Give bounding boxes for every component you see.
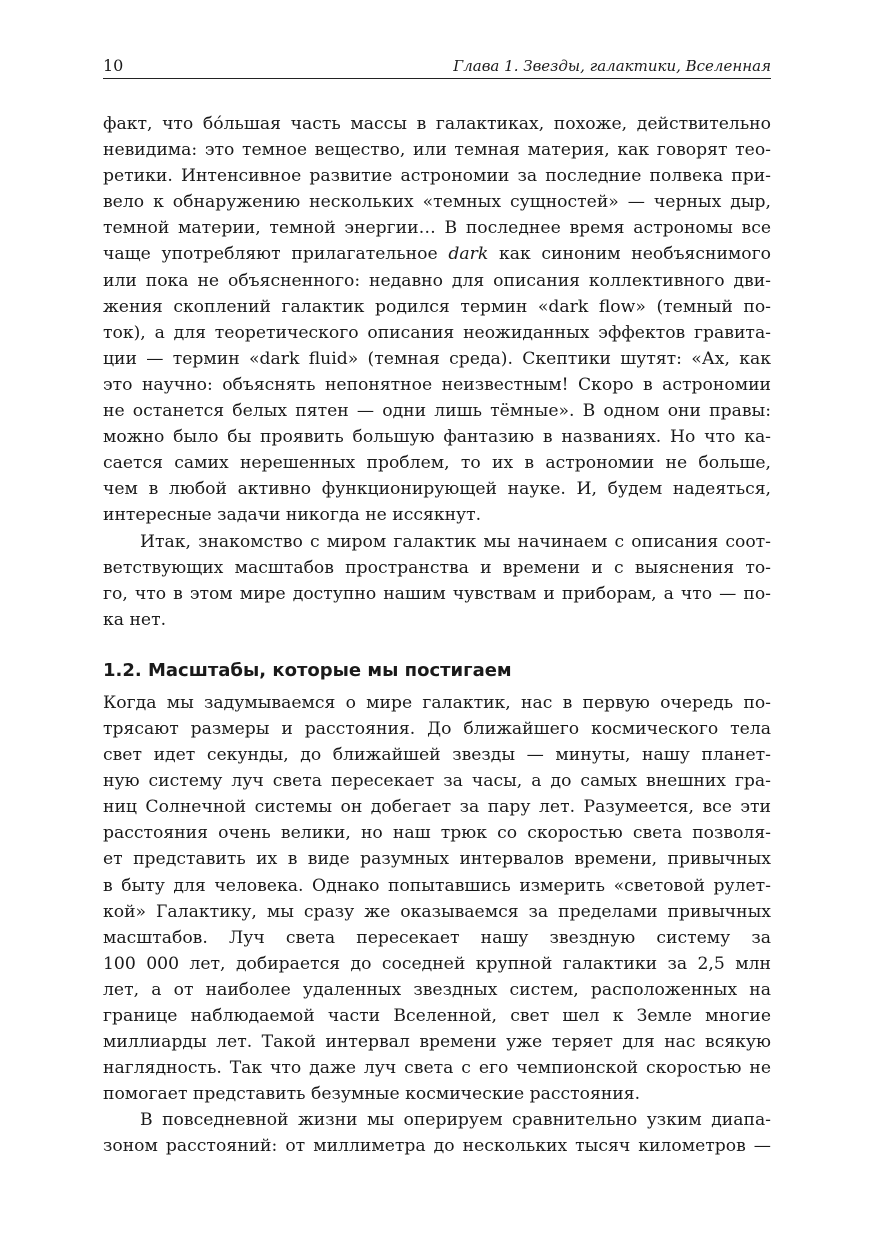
section-heading: 1.2. Масштабы, которые мы постигаем [103,659,512,681]
text-line: в быту для человека. Однако попытавшись измерить «световой рулет- [103,875,771,896]
text-line: Когда мы задумываемся о мире галактик, нас в первую очередь по- [103,692,771,713]
paragraph-everyday-distances [103,1107,771,1159]
text-line: помогает представить безумные космические расстояния. [103,1084,641,1105]
text-segment: как синоним необъяснимого [488,244,772,265]
text-line: не останется белых пятен — одни лишь тёмные». В одном они правы: [103,401,771,422]
text-line: кой» Галактику, мы сразу же оказываемся за пределами привычных [103,901,771,922]
page-body [103,111,771,1160]
text-line: это научно: объяснять непонятное неизвестным! Скоро в астрономии [103,374,771,395]
text-line: невидима: это темное вещество, или темная материя, как говорят тео- [103,140,771,161]
text-line: го, что в этом мире доступно нашим чувствам и приборам, а что — по- [103,583,771,604]
text-line: миллиарды лет. Такой интервал времени уже теряет для нас всякую [103,1032,771,1053]
text-line: трясают размеры и расстояния. До ближайшего космического тела [103,718,771,739]
text-line: ную систему луч света пересекает за часы, а до самых внешних гра- [103,771,771,792]
text-line: ции — термин «dark fluid» (темная среда). Скептики шутят: «Ах, как [103,348,771,369]
text-line: ка нет. [103,609,167,630]
text-line: сается самих нерешенных проблем, то их в астрономии не больше, [103,453,771,474]
paragraph-dark-matter [103,111,771,529]
running-title: Глава 1. Звезды, галактики, Вселенная [453,57,771,75]
text-line: чем в любой активно функционирующей науке. И, будем надеяться, [103,479,771,500]
text-line: ет представить их в виде разумных интервалов времени, привычных [103,849,771,870]
paragraph-introduction [103,529,771,633]
text-line: зоном расстояний: от миллиметра до нескольких тысяч километров — [103,1136,771,1157]
text-line: ниц Солнечной системы он добегает за пару лет. Разумеется, все эти [103,797,771,818]
text-line: факт, что бо́льшая часть массы в галактиках, похоже, действительно [103,114,771,134]
text-line: или пока не объясненного: недавно для описания коллективного дви- [103,270,771,291]
text-line: ток), а для теоретического описания неожиданных эффектов гравита- [103,322,771,343]
running-header [103,56,771,79]
text-line: можно было бы проявить большую фантазию в названиях. Но что ка- [103,427,771,448]
text-line-mixed [103,241,771,267]
page-number: 10 [103,56,124,75]
italic-term: dark [448,244,489,265]
text-line: лет, а от наиболее удаленных звездных систем, расположенных на [103,979,771,1000]
text-line: свет идет секунды, до ближайшей звезды — минуты, нашу планет- [103,745,771,766]
text-line: масштабов. Луч света пересекает нашу звездную систему за [103,927,771,948]
text-line: Итак, знакомство с миром галактик мы начинаем с описания соот- [140,531,771,552]
text-line: расстояния очень велики, но наш трюк со скоростью света позволя- [103,823,771,844]
text-line: 100 000 лет, добирается до соседней крупной галактики за 2,5 млн [103,953,771,974]
text-line: темной материи, темной энергии… В последнее время астрономы все [103,218,771,239]
text-segment: чаще употребляют прилагательное [103,244,449,265]
text-line: ретики. Интенсивное развитие астрономии за последние полвека при- [103,166,771,187]
text-line: границе наблюдаемой части Вселенной, свет шел к Земле многие [103,1006,771,1026]
text-line: жения скоплений галактик родился термин «dark flow» (темный по- [103,296,771,317]
text-line: интересные задачи никогда не иссякнут. [103,505,482,526]
text-line: ветствующих масштабов пространства и времени и с выяснения то- [103,557,771,578]
text-line: наглядность. Так что даже луч света с его чемпионской скоростью не [103,1058,771,1079]
paragraph-scales [103,690,771,1108]
text-line: В повседневной жизни мы оперируем сравнительно узким диапа- [140,1110,771,1131]
text-line: вело к обнаружению нескольких «темных сущностей» — черных дыр, [103,192,771,213]
